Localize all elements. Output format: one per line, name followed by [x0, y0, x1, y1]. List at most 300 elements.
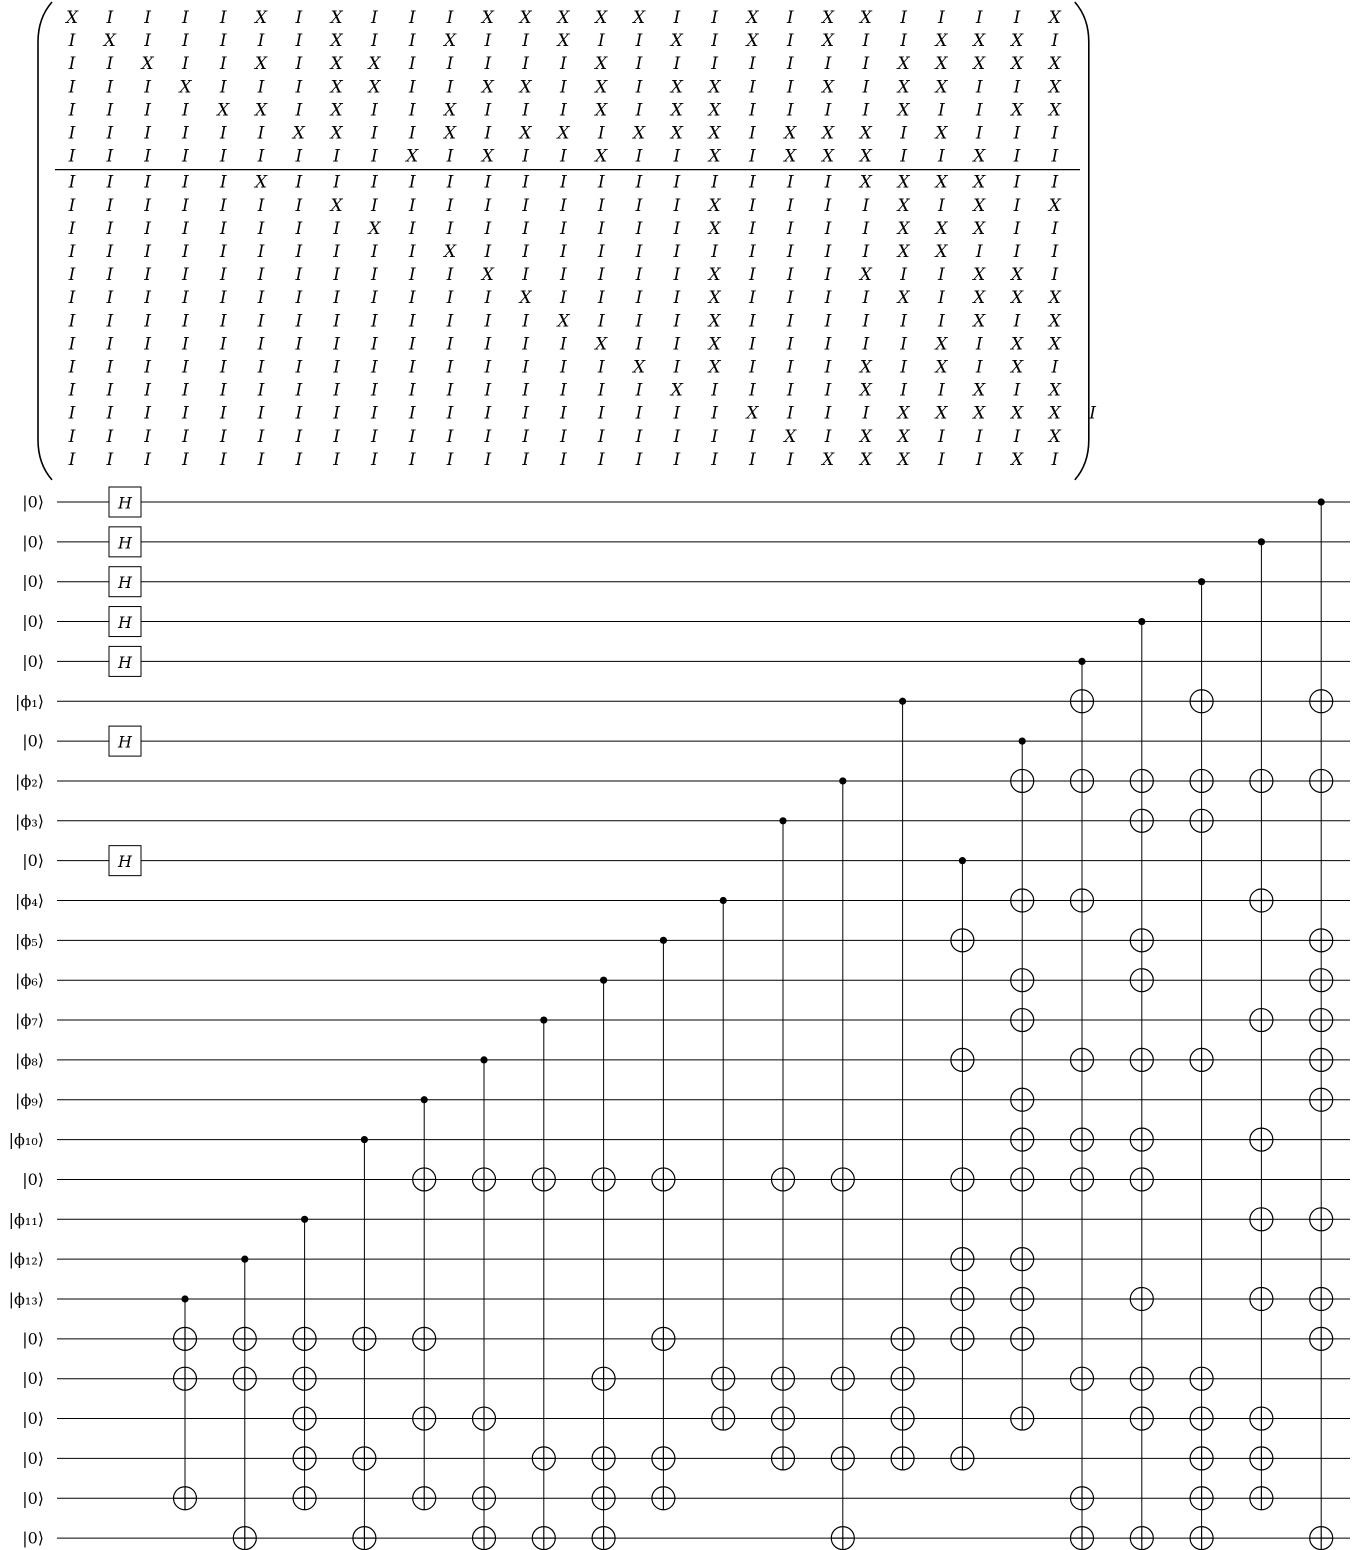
- matrix-entry: I: [786, 218, 794, 239]
- qubit-label: |0⟩: [22, 532, 44, 552]
- qubit-label: |0⟩: [22, 1329, 44, 1349]
- matrix-entry: X: [821, 31, 835, 52]
- matrix-entry: I: [1013, 242, 1021, 262]
- matrix-entry: I: [295, 311, 303, 332]
- matrix-row: [68, 219, 1059, 239]
- matrix-entry: I: [522, 311, 529, 332]
- matrix-entry: I: [786, 357, 794, 378]
- matrix-entry: I: [144, 311, 151, 332]
- matrix-entry: I: [106, 172, 114, 193]
- target-oplus: [891, 1407, 914, 1430]
- matrix-entry: X: [708, 77, 721, 98]
- hadamard-gate: [109, 726, 141, 756]
- matrix-entry: I: [1051, 123, 1059, 144]
- matrix-entry: I: [257, 311, 265, 332]
- matrix-entry: I: [182, 380, 189, 401]
- matrix-entry: I: [295, 8, 303, 28]
- target-oplus: [293, 1367, 316, 1390]
- matrix-entry: X: [897, 54, 910, 75]
- matrix-entry: I: [786, 172, 794, 193]
- matrix-entry: I: [786, 403, 794, 424]
- matrix-entry: I: [333, 218, 340, 239]
- control-dot: [1078, 658, 1085, 665]
- matrix-entry: I: [786, 54, 794, 75]
- target-oplus: [413, 1327, 436, 1350]
- matrix-entry: I: [824, 54, 832, 75]
- matrix-entry: X: [1048, 54, 1061, 75]
- matrix-entry: X: [897, 242, 910, 262]
- matrix-entry: I: [597, 195, 605, 216]
- matrix-entry: I: [408, 449, 416, 470]
- qubit-label: |ϕ₉⟩: [15, 1090, 44, 1110]
- matrix-row: [68, 265, 1059, 285]
- target-oplus: [1250, 1487, 1273, 1510]
- matrix-entry: I: [144, 172, 151, 193]
- cnot-gate: [1190, 578, 1213, 1549]
- matrix-entry: I: [144, 8, 151, 28]
- matrix-left-paren: [38, 2, 52, 480]
- matrix-entry: I: [749, 123, 756, 144]
- matrix-entry: I: [635, 334, 643, 355]
- matrix-entry: I: [1013, 380, 1021, 401]
- target-oplus: [293, 1487, 316, 1510]
- matrix-entry: I: [673, 242, 681, 262]
- target-oplus: [1190, 1367, 1213, 1390]
- hadamard-gate: [109, 527, 141, 557]
- matrix-entry: I: [333, 265, 340, 286]
- matrix-entry: I: [749, 426, 756, 447]
- control-dot: [480, 1056, 487, 1063]
- matrix-entry: I: [106, 123, 114, 144]
- matrix-entry: X: [443, 31, 457, 52]
- matrix-entry: I: [673, 146, 681, 167]
- matrix-entry: I: [257, 334, 265, 355]
- matrix-entry: I: [975, 426, 983, 447]
- matrix-entry: X: [897, 77, 910, 98]
- target-oplus: [1011, 1088, 1034, 1111]
- matrix-entry: I: [182, 288, 189, 309]
- matrix-entry: I: [975, 123, 983, 144]
- target-oplus: [951, 1048, 974, 1071]
- qubit-label: |ϕ₆⟩: [15, 970, 44, 990]
- matrix-entry: X: [595, 54, 608, 75]
- matrix-entry: I: [257, 123, 265, 144]
- matrix-entry: I: [484, 242, 492, 262]
- control-dot: [421, 1096, 428, 1103]
- matrix-entry: I: [144, 242, 151, 262]
- matrix-entry: I: [408, 218, 416, 239]
- matrix-entry: X: [670, 123, 683, 144]
- matrix-entry: I: [597, 380, 605, 401]
- cnot-gate: [1011, 738, 1034, 1431]
- matrix-entry: X: [708, 195, 721, 216]
- cnot-gate: [712, 897, 735, 1430]
- matrix-entry: I: [824, 218, 832, 239]
- target-oplus: [1310, 1048, 1333, 1071]
- matrix-entry: X: [784, 426, 797, 447]
- matrix-entry: I: [1051, 172, 1059, 193]
- matrix-row: [68, 54, 1062, 74]
- matrix-entry: X: [1048, 100, 1061, 121]
- matrix-entry: X: [443, 123, 457, 144]
- matrix-entry: I: [295, 334, 303, 355]
- matrix-entry: X: [1010, 449, 1024, 470]
- matrix-entry: I: [408, 195, 416, 216]
- matrix-entry: I: [182, 146, 189, 167]
- target-oplus: [891, 1327, 914, 1350]
- target-oplus: [772, 1367, 795, 1390]
- matrix-entry: I: [371, 380, 378, 401]
- matrix-entry: I: [446, 426, 454, 447]
- matrix-entry: X: [821, 123, 835, 144]
- target-oplus: [652, 1447, 675, 1470]
- matrix-entry: I: [333, 146, 340, 167]
- matrix-entry: I: [182, 311, 189, 332]
- matrix-entry: X: [935, 31, 948, 52]
- matrix-row: [68, 450, 1059, 470]
- matrix-entry: I: [371, 123, 378, 144]
- target-oplus: [1011, 1248, 1034, 1271]
- matrix-entry: X: [859, 357, 872, 378]
- matrix-entry: I: [635, 195, 643, 216]
- matrix-entry: I: [824, 242, 832, 262]
- matrix-entry: I: [408, 172, 416, 193]
- matrix-entry: I: [560, 100, 567, 121]
- matrix-row: [64, 8, 1062, 28]
- matrix-entry: I: [219, 311, 227, 332]
- matrix-entry: X: [859, 265, 872, 286]
- target-oplus: [712, 1367, 735, 1390]
- matrix-entry: I: [68, 311, 76, 332]
- qubit-label: |ϕ₁₀⟩: [8, 1130, 44, 1150]
- target-oplus: [174, 1327, 197, 1350]
- matrix-entry: I: [1013, 195, 1021, 216]
- matrix-entry: X: [481, 8, 494, 28]
- matrix-entry: I: [673, 449, 681, 470]
- matrix-entry: I: [219, 172, 227, 193]
- matrix-entry: I: [522, 426, 529, 447]
- target-oplus: [1310, 1208, 1333, 1231]
- matrix-entry: I: [484, 172, 492, 193]
- matrix-entry: I: [333, 357, 340, 378]
- matrix-entry: I: [862, 31, 870, 52]
- matrix-entry: X: [254, 100, 268, 121]
- matrix-entry: X: [519, 8, 532, 28]
- matrix-entry: X: [368, 54, 381, 75]
- matrix-entry: I: [68, 265, 76, 286]
- target-oplus: [1190, 769, 1213, 792]
- cnot-gate: [592, 977, 615, 1550]
- matrix-entry: I: [219, 218, 227, 239]
- qubit-label: |ϕ₁₁⟩: [8, 1209, 44, 1229]
- matrix-entry: I: [408, 334, 416, 355]
- matrix-entry: I: [673, 265, 681, 286]
- matrix-entry: I: [900, 146, 907, 167]
- matrix-entry: I: [408, 100, 416, 121]
- target-oplus: [293, 1327, 316, 1350]
- matrix-entry: I: [408, 54, 416, 75]
- matrix-entry: X: [935, 172, 948, 193]
- qubit-label: |ϕ₄⟩: [15, 891, 44, 910]
- matrix-entry: I: [408, 123, 416, 144]
- target-oplus: [592, 1168, 615, 1191]
- target-oplus: [1011, 969, 1034, 992]
- cnot-gate: [1130, 618, 1153, 1550]
- matrix-entry: I: [144, 288, 151, 309]
- matrix-entry: X: [1010, 100, 1024, 121]
- matrix-entry: X: [519, 288, 532, 309]
- matrix-entry: I: [938, 195, 945, 216]
- matrix-entry: X: [784, 146, 797, 167]
- matrix-entry: I: [446, 172, 454, 193]
- target-oplus: [951, 1327, 974, 1350]
- matrix-entry: I: [522, 54, 529, 75]
- matrix-entry: I: [749, 100, 756, 121]
- matrix-entry: I: [144, 218, 151, 239]
- matrix-entry: I: [862, 242, 870, 262]
- matrix-entry: X: [103, 31, 116, 52]
- matrix-entry: I: [1051, 218, 1059, 239]
- matrix-entry: I: [371, 357, 378, 378]
- matrix-entry: X: [1010, 403, 1024, 424]
- matrix-entry: I: [597, 265, 605, 286]
- matrix-entry: I: [371, 172, 378, 193]
- matrix-entry: I: [68, 31, 76, 52]
- matrix-entry: I: [182, 357, 189, 378]
- target-oplus: [1130, 1367, 1153, 1390]
- matrix-entry: I: [786, 311, 794, 332]
- matrix-entry: X: [1010, 288, 1024, 309]
- matrix-entry: X: [859, 426, 872, 447]
- cnot-gate: [233, 1256, 256, 1550]
- matrix-entry: I: [711, 242, 718, 262]
- target-oplus: [951, 1248, 974, 1271]
- matrix-entry: X: [632, 123, 646, 144]
- matrix-entry: I: [522, 265, 529, 286]
- target-oplus: [413, 1168, 436, 1191]
- target-oplus: [592, 1487, 615, 1510]
- matrix-entry: X: [859, 8, 872, 28]
- matrix-entry: I: [560, 77, 567, 98]
- matrix-entry: I: [560, 146, 567, 167]
- target-oplus: [1310, 769, 1333, 792]
- matrix-entry: I: [68, 123, 76, 144]
- target-oplus: [1071, 1367, 1094, 1390]
- matrix-entry: I: [597, 403, 605, 424]
- matrix-entry: X: [935, 77, 948, 98]
- matrix-entry: X: [708, 146, 721, 167]
- matrix-entry: I: [597, 242, 605, 262]
- matrix-entry: I: [938, 449, 945, 470]
- matrix-entry: I: [106, 54, 114, 75]
- matrix-entry: I: [106, 195, 114, 216]
- qubit-label: |0⟩: [22, 1409, 44, 1429]
- matrix-entry: I: [144, 195, 151, 216]
- matrix-entry: I: [144, 380, 151, 401]
- matrix-row: [68, 124, 1059, 144]
- target-oplus: [1250, 1447, 1273, 1470]
- target-oplus: [1011, 1128, 1034, 1151]
- matrix-entry: I: [824, 100, 832, 121]
- matrix-entry: I: [484, 403, 492, 424]
- target-oplus: [1310, 1288, 1333, 1311]
- matrix-entry: I: [749, 334, 756, 355]
- target-oplus: [1250, 769, 1273, 792]
- control-dot: [1198, 578, 1205, 585]
- matrix-entry: I: [333, 172, 340, 193]
- matrix-entry: I: [597, 123, 605, 144]
- matrix-entry: I: [295, 357, 303, 378]
- matrix-entry: I: [106, 334, 114, 355]
- matrix-entry: I: [484, 288, 492, 309]
- matrix-entry: I: [484, 334, 492, 355]
- matrix-entry: X: [708, 288, 721, 309]
- matrix-entry: I: [560, 449, 567, 470]
- matrix-entry: I: [219, 195, 227, 216]
- matrix-row: [68, 100, 1062, 120]
- target-oplus: [1011, 1407, 1034, 1430]
- matrix-entry: I: [824, 311, 832, 332]
- matrix-entry: I: [333, 242, 340, 262]
- target-oplus: [233, 1327, 256, 1350]
- matrix-entry: I: [333, 449, 340, 470]
- matrix-entry: X: [595, 334, 608, 355]
- matrix-row: [68, 196, 1062, 216]
- matrix-entry: I: [68, 426, 76, 447]
- target-oplus: [473, 1487, 496, 1510]
- control-dot: [241, 1256, 248, 1263]
- target-oplus: [592, 1367, 615, 1390]
- matrix-entry: X: [632, 8, 646, 28]
- matrix-entry: I: [371, 100, 378, 121]
- hadamard-label: H: [118, 533, 132, 553]
- control-dot: [959, 857, 966, 864]
- matrix-entry: I: [862, 403, 870, 424]
- matrix-entry: I: [257, 288, 265, 309]
- matrix-entry: I: [1013, 123, 1021, 144]
- matrix-entry: I: [560, 334, 567, 355]
- target-oplus: [1310, 1088, 1333, 1111]
- matrix-entry: X: [330, 31, 343, 52]
- target-oplus: [1310, 969, 1333, 992]
- matrix-entry: I: [182, 449, 189, 470]
- matrix-entry: I: [975, 357, 983, 378]
- hadamard-label: H: [118, 652, 132, 672]
- matrix-entry: I: [786, 334, 794, 355]
- target-oplus: [1250, 889, 1273, 912]
- matrix-entry: I: [711, 54, 718, 75]
- matrix-entry: X: [897, 403, 910, 424]
- target-oplus: [1130, 1527, 1153, 1550]
- target-oplus: [831, 1447, 854, 1470]
- matrix-entry: I: [257, 146, 265, 167]
- matrix-entry: X: [481, 146, 494, 167]
- matrix-entry: X: [859, 146, 872, 167]
- matrix-entry: X: [708, 100, 721, 121]
- matrix-entry: I: [749, 380, 756, 401]
- matrix-entry: X: [595, 146, 608, 167]
- matrix-entry: X: [973, 54, 986, 75]
- matrix-entry: I: [862, 100, 870, 121]
- matrix-entry: I: [333, 426, 340, 447]
- matrix-entry: X: [973, 146, 986, 167]
- matrix-entry: I: [106, 100, 114, 121]
- matrix-entry: I: [560, 288, 567, 309]
- target-oplus: [174, 1367, 197, 1390]
- matrix-entry: I: [182, 100, 189, 121]
- target-oplus: [592, 1527, 615, 1550]
- matrix-entry: I: [371, 334, 378, 355]
- matrix-entry: X: [859, 449, 872, 470]
- matrix-entry: I: [484, 218, 492, 239]
- matrix-entry: I: [333, 380, 340, 401]
- matrix-entry: I: [408, 380, 416, 401]
- matrix-entry: X: [821, 8, 835, 28]
- matrix-entry: I: [219, 146, 227, 167]
- matrix-entry: X: [670, 100, 683, 121]
- matrix-entry: I: [68, 449, 76, 470]
- matrix-entry: I: [786, 100, 794, 121]
- cnot-gate: [652, 937, 675, 1510]
- matrix-entry: I: [786, 242, 794, 262]
- matrix-entry: I: [182, 31, 189, 52]
- matrix-entry: X: [481, 265, 494, 286]
- control-dot: [540, 1016, 547, 1023]
- control-dot: [1318, 498, 1325, 505]
- matrix-entry: I: [446, 77, 454, 98]
- matrix-entry: I: [749, 357, 756, 378]
- control-dot: [301, 1216, 308, 1223]
- cnot-gate: [831, 777, 854, 1549]
- matrix-entry: X: [65, 8, 79, 28]
- matrix-entry: I: [938, 100, 945, 121]
- matrix-entry: I: [522, 146, 529, 167]
- matrix-entry: I: [560, 357, 567, 378]
- target-oplus: [532, 1168, 555, 1191]
- matrix-entry: I: [560, 218, 567, 239]
- matrix-entry: I: [673, 288, 681, 309]
- target-oplus: [1071, 1128, 1094, 1151]
- matrix-entry: I: [106, 265, 114, 286]
- target-oplus: [413, 1487, 436, 1510]
- cnot-gate: [473, 1056, 496, 1549]
- matrix-entry: I: [862, 195, 870, 216]
- matrix-entry: X: [935, 54, 948, 75]
- matrix-entry: I: [68, 77, 76, 98]
- matrix-entry: X: [368, 77, 381, 98]
- qubit-label: |ϕ₅⟩: [15, 930, 44, 950]
- quantum-circuit: [9, 487, 1350, 1550]
- matrix-entry: X: [254, 172, 268, 193]
- target-oplus: [1250, 1208, 1273, 1231]
- matrix-entry: I: [68, 357, 76, 378]
- matrix-entry: X: [1010, 31, 1024, 52]
- matrix-entry: I: [484, 100, 492, 121]
- qubit-label: |ϕ₂⟩: [15, 771, 44, 791]
- matrix-entry: I: [257, 403, 265, 424]
- matrix-entry: I: [862, 334, 870, 355]
- cnot-gate: [413, 1096, 436, 1510]
- matrix-entry: I: [862, 218, 870, 239]
- matrix-entry: I: [106, 146, 114, 167]
- matrix-entry: I: [749, 265, 756, 286]
- target-oplus: [532, 1527, 555, 1550]
- matrix-entry: I: [711, 449, 718, 470]
- matrix-entry: X: [708, 218, 721, 239]
- matrix-entry: I: [522, 403, 529, 424]
- matrix-entry: I: [635, 426, 643, 447]
- matrix-entry: I: [295, 449, 303, 470]
